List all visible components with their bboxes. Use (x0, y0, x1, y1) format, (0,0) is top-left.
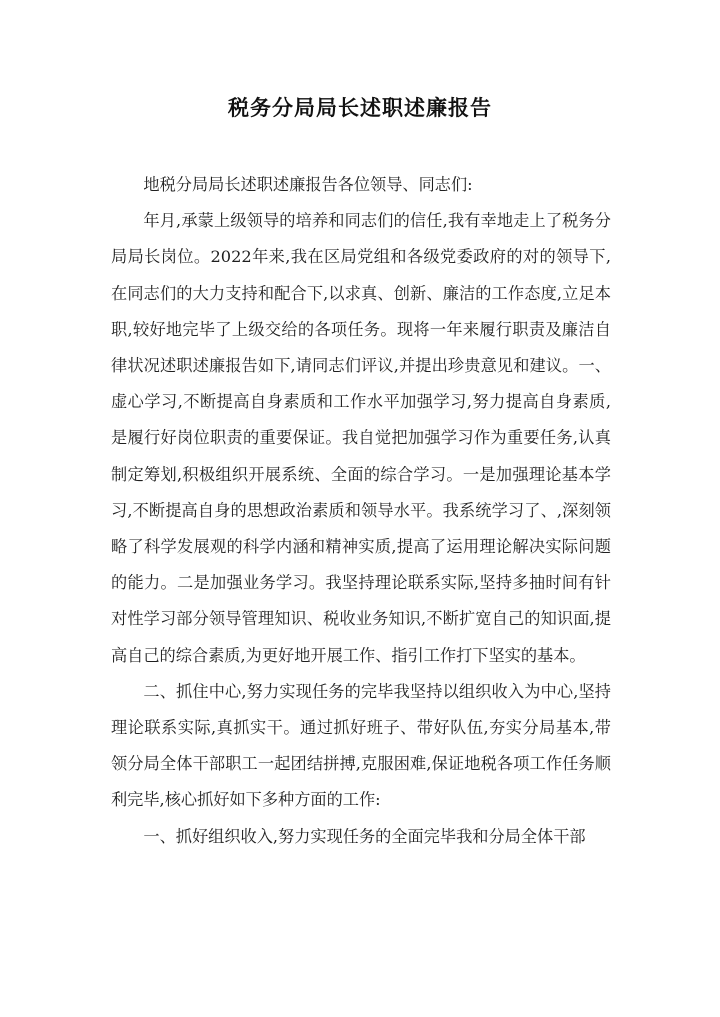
document-title: 税务分局局长述职述廉报告 (228, 95, 492, 120)
paragraph-salutation: 地税分局局长述职述廉报告各位领导、同志们: (143, 175, 473, 194)
paragraph-body-3: 一、抓好组织收入,努力实现任务的全面完毕我和分局全体干部 (143, 826, 586, 846)
document-body (111, 167, 611, 855)
paragraph-body-1: 年月,承蒙上级领导的培养和同志们的信任,我有幸地走上了税务分局局长岗位。2022年来,我在区局党组和各级党委政府的对的领导下,在同志们的大力支持和配合下,以求真、创新、廉洁的工作态度,立足本职,较好地完毕了上级交给的各项任务。现将一年来履行职责及廉洁自律状况述职述廉报告如下,请同志们评议,并提出珍贵意见和建议。一、虚心学习,不断提高自身素质和工作水平加强学习,努力提高自身素质,是履行好岗位职责的重要保证。我自觉把加强学习作为重要任务,认真制定筹划,积极组织开展系统、全面的综合学习。一是加强理论基本学习,不断提高自身的思想政治素质和领导水平。我系统学习了、,深刻领略了科学发展观的科学内涵和精神实质,提高了运用理论解决实际问题的能力。二是加强业务学习。我坚持理论联系实际,坚持多抽时间有针对性学习部分领导管理知识、税收业务知识,不断扩宽自己的知识面,提高自己的综合素质,为更好地开展工作、指引工作打下坚实的基本。 (111, 211, 611, 665)
paragraph-body-2: 二、抓住中心,努力实现任务的完毕我坚持以组织收入为中心,坚持理论联系实际,真抓实干。通过抓好班子、带好队伍,夯实分局基本,带领分局全体干部职工一起团结拼搏,克服困难,保证地税各项工作任务顺利完毕,核心抓好如下多种方面的工作: (111, 681, 611, 810)
